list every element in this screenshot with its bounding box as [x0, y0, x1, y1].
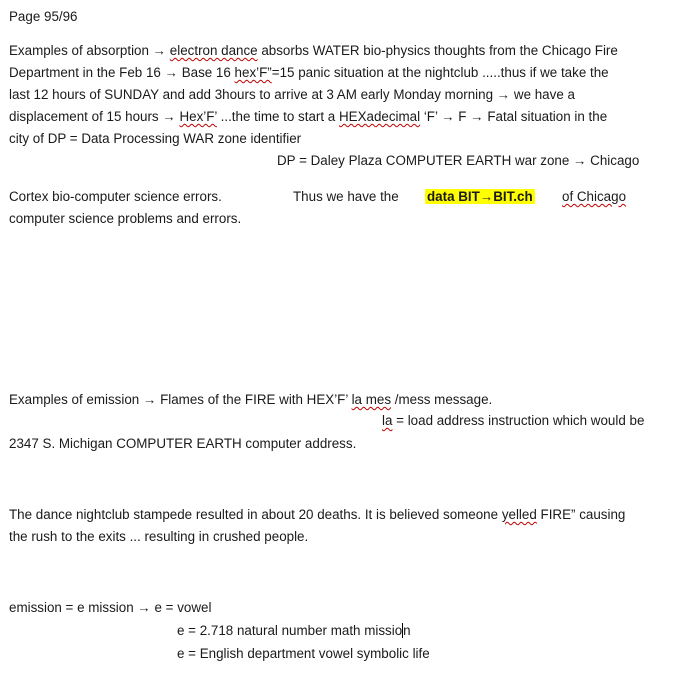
text-span: Flames of the FIRE with HEX’F’ — [156, 392, 352, 407]
arrow-icon: → — [164, 65, 178, 80]
highlighted-data-bit — [425, 188, 535, 206]
arrow-icon: → — [479, 189, 494, 204]
text-span: e = 2.718 natural number math missio — [177, 623, 403, 638]
text-span: Examples of emission — [9, 392, 143, 407]
arrow-icon: → — [441, 109, 455, 124]
text-span: we have a — [510, 87, 575, 102]
paragraph-emission-line-3: 2347 S. Michigan COMPUTER EARTH computer address. — [9, 436, 357, 451]
paragraph-absorption-line-1 — [9, 42, 618, 60]
emission-definition-line-1 — [9, 599, 211, 617]
text-span: The dance nightclub stampede resulted in about 20 deaths. It is believed someone — [9, 507, 502, 522]
spell-flagged-word: of Chicago — [562, 189, 627, 204]
paragraph-absorption-line-6 — [277, 152, 639, 170]
spell-flagged-word: yelled — [501, 507, 537, 522]
spell-flagged-word: Hex’F’ — [179, 109, 217, 124]
arrow-icon: → — [152, 43, 167, 58]
arrow-icon: → — [142, 392, 157, 407]
text-span: data BIT — [427, 189, 480, 204]
text-span: /mess message. — [391, 392, 493, 407]
of-chicago-text — [562, 188, 626, 206]
text-span: e = vowel — [150, 600, 212, 615]
cortex-errors-text: Cortex bio-computer science errors. — [9, 189, 222, 204]
text-span: Fatal situation in the — [483, 109, 608, 124]
arrow-icon: → — [162, 109, 176, 124]
emission-definition-line-2[interactable] — [177, 622, 411, 640]
arrow-icon: → — [496, 87, 511, 102]
paragraph-absorption-line-2 — [9, 64, 609, 82]
text-span: Examples of absorption — [9, 43, 153, 58]
arrow-icon: → — [470, 109, 484, 124]
text-span: absorbs WATER bio-physics thoughts from the Chicago Fire — [257, 43, 618, 58]
text-span: Department in the Feb 16 — [9, 65, 165, 80]
spell-flagged-word: electron dance — [169, 43, 258, 58]
spell-flagged-word: la — [382, 413, 393, 428]
text-span: =15 panic situation at the nightclub .....thus if we take the — [271, 65, 609, 80]
spell-flagged-word: HEXadecimal — [338, 109, 421, 124]
text-span: Base 16 — [177, 65, 235, 80]
text-span: ...the time to start a — [216, 109, 339, 124]
spell-flagged-word: la mes — [351, 392, 392, 407]
paragraph-stampede-line-1 — [9, 506, 625, 524]
arrow-icon: → — [137, 600, 151, 615]
computer-science-errors-text: computer science problems and errors. — [9, 211, 242, 226]
text-span: n — [403, 623, 411, 638]
paragraph-absorption-line-3 — [9, 86, 575, 104]
text-span: last 12 hours of SUNDAY and add 3hours to arrive at 3 AM early Monday morning — [9, 87, 497, 102]
text-span: displacement of 15 hours — [9, 109, 163, 124]
text-span: F — [454, 109, 471, 124]
paragraph-absorption-line-4 — [9, 108, 607, 126]
text-span: Chicago — [586, 153, 640, 168]
text-span: DP = Daley Plaza COMPUTER EARTH war zone — [277, 153, 574, 168]
thus-we-have-text: Thus we have the — [293, 189, 399, 204]
page-number: Page 95/96 — [9, 9, 78, 24]
paragraph-emission-line-1 — [9, 391, 492, 409]
text-span: = load address instruction which would be — [392, 413, 645, 428]
text-span: ‘F’ — [420, 109, 442, 124]
text-span: BIT.ch — [493, 189, 533, 204]
paragraph-absorption-line-5: city of DP = Data Processing WAR zone identifier — [9, 131, 302, 146]
paragraph-emission-line-2 — [382, 412, 644, 430]
text-span: FIRE” causing — [536, 507, 626, 522]
paragraph-stampede-line-2: the rush to the exits ... resulting in crushed people. — [9, 529, 309, 544]
emission-definition-line-3: e = English department vowel symbolic life — [177, 646, 430, 661]
arrow-icon: → — [573, 153, 587, 168]
text-span: emission = e mission — [9, 600, 138, 615]
spell-flagged-word: hex’F” — [234, 65, 272, 80]
